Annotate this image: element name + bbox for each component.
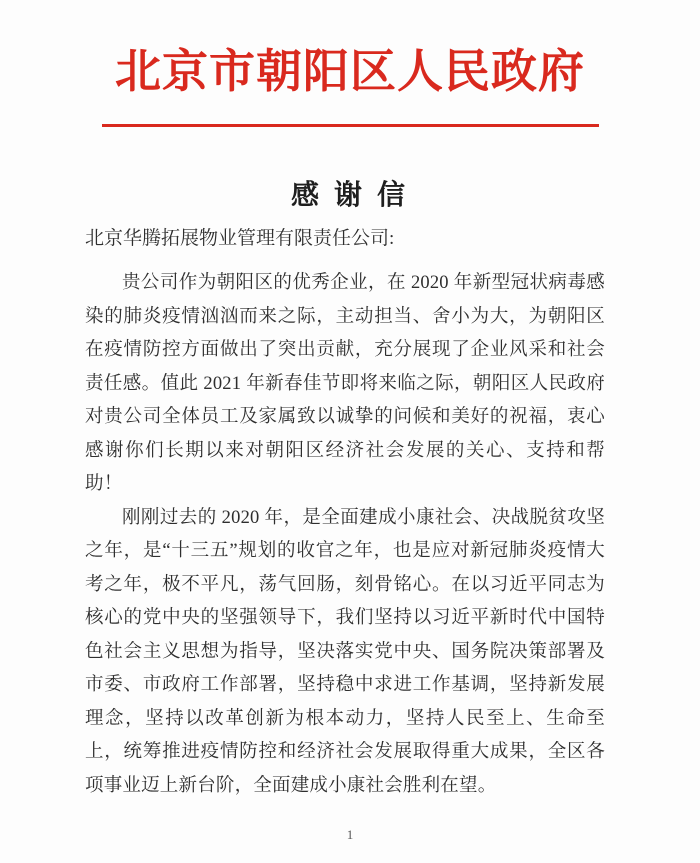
letterhead-org-name: 北京市朝阳区人民政府: [115, 46, 585, 97]
page-number: 1: [346, 827, 354, 842]
paragraph-1: 贵公司作为朝阳区的优秀企业，在 2020 年新型冠状病毒感染的肺炎疫情汹汹而来之际，主动担当、舍小为大，为朝阳区在疫情防控方面做出了突出贡献，充分展现了企业风采和社会责任感。值此 2021 年新春佳节即将来临之际，朝阳区人民政府对贵公司全体员工及家属致以诚挚的问候和美好的祝福，衷心感谢你们长期以来对朝阳区经济社会发展的关心、支持和帮助！: [85, 273, 605, 494]
salutation: 北京华腾拓展物业管理有限责任公司:: [85, 228, 395, 249]
paragraph-2: 刚刚过去的 2020 年，是全面建成小康社会、决战脱贫攻坚之年，是“十三五”规划的收官之年，也是应对新冠肺炎疫情大考之年，极不平凡，荡气回肠，刻骨铭心。在以习近平同志为核心的党中央的坚强领导下，我们坚持以习近平新时代中国特色社会主义思想为指导，坚决落实党中央、国务院决策部署及市委、市政府工作部署，坚持稳中求进工作基调，坚持新发展理念，坚持以改革创新为根本动力，坚持人民至上、生命至上，统筹推进疫情防控和经济社会发展取得重大成果，全区各项事业迈上新台阶，全面建成小康社会胜利在望。: [85, 507, 605, 796]
letter-body: [85, 223, 605, 803]
letter-title: 感 谢 信: [290, 180, 409, 211]
letterhead-divider-line: [102, 124, 599, 127]
